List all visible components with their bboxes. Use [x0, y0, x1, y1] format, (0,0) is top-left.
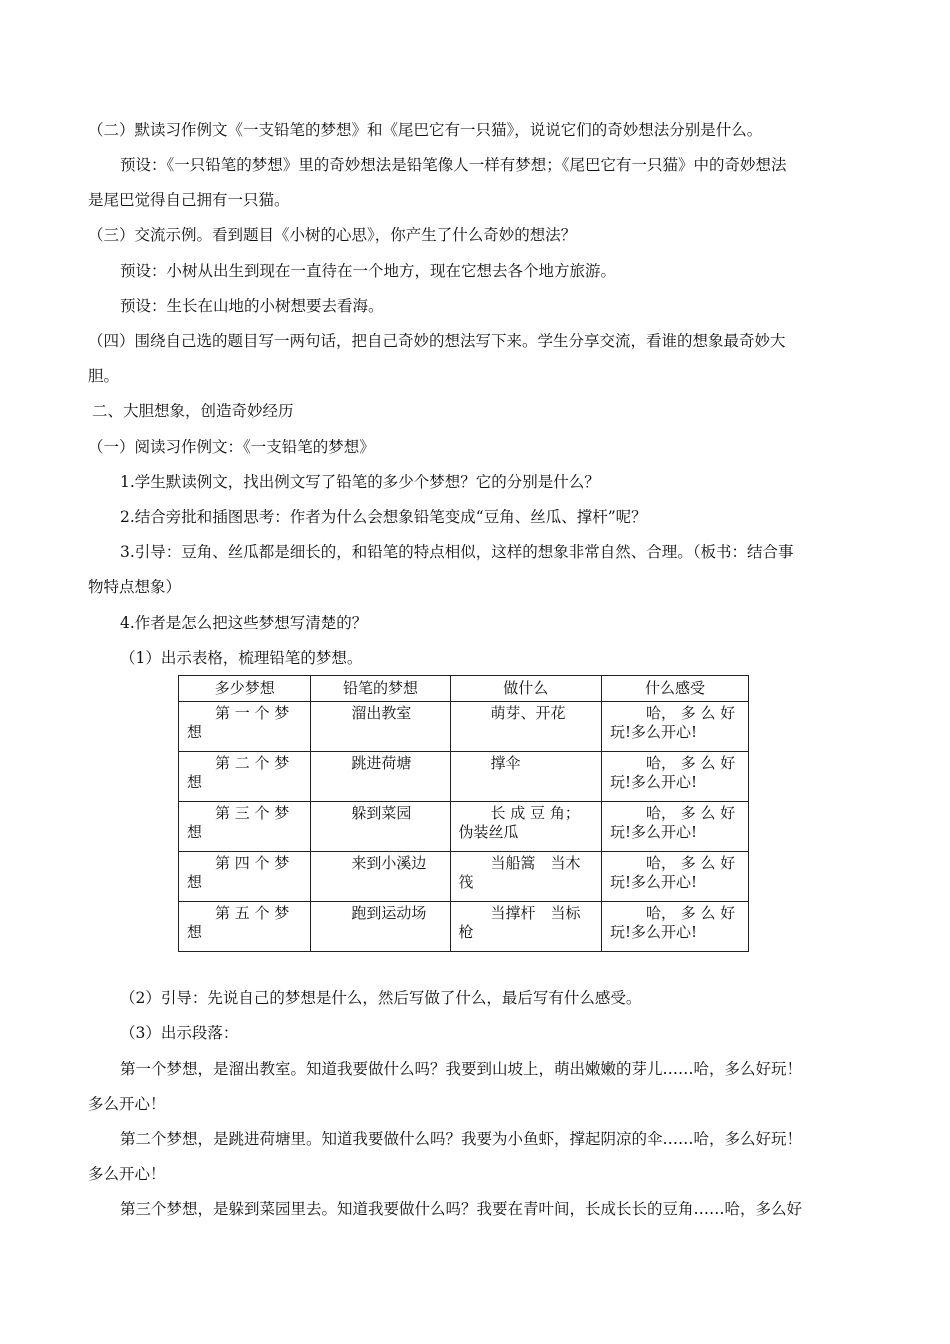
paragraph: （3）出示段落：: [120, 1024, 239, 1042]
paragraph: 是尾巴觉得自己拥有一只猫。: [88, 191, 290, 209]
paragraph: 3.引导：豆角、丝瓜都是细长的，和铅笔的特点相似，这样的想象非常自然、合理。（板书：结合事: [120, 543, 794, 561]
table-header-row: [179, 676, 749, 702]
paragraph: 第二个梦想，是跳进荷塘里。知道我要做什么吗？我要为小鱼虾，撑起阴凉的伞……哈，多么好玩！: [120, 1130, 803, 1148]
dream-count-cell: 第 三 个 梦 想: [179, 802, 311, 852]
paragraph: 第一个梦想，是溜出教室。知道我要做什么吗？我要到山坡上，萌出嫩嫩的芽儿……哈，多么好玩！: [120, 1060, 803, 1078]
paragraph: 胆。: [88, 367, 120, 385]
paragraph: （三）交流示例。看到题目《小树的心思》，你产生了什么奇妙的想法？: [88, 226, 577, 244]
dream-count-cell: 第 一 个 梦 想: [179, 702, 311, 752]
paragraph: 预设：小树从出生到现在一直待在一个地方，现在它想去各个地方旅游。: [120, 262, 617, 280]
paragraph: （二）默读习作例文《一支铅笔的梦想》和《尾巴它有一只猫》，说说它们的奇妙想法分别是什么。: [88, 121, 763, 139]
table-header-cell: 铅笔的梦想: [311, 676, 450, 702]
feeling-cell: 哈， 多 么 好 玩!多么开心!: [601, 802, 748, 852]
dream-count-cell: 第 二 个 梦 想: [179, 752, 311, 802]
feeling-cell: 哈， 多 么 好 玩!多么开心!: [601, 852, 748, 902]
action-cell: 当撑杆 当标 枪: [450, 902, 601, 952]
paragraph: 多么开心！: [88, 1095, 166, 1113]
feeling-cell: 哈， 多 么 好 玩!多么开心!: [601, 902, 748, 952]
table-header-cell: 多少梦想: [179, 676, 311, 702]
feeling-cell: 哈， 多 么 好 玩!多么开心!: [601, 752, 748, 802]
paragraph: 多么开心！: [88, 1165, 166, 1183]
dream-cell: 躲到菜园: [311, 802, 450, 852]
paragraph: 2.结合旁批和插图思考：作者为什么会想象铅笔变成“豆角、丝瓜、撑杆”呢？: [120, 508, 647, 526]
dream-cell: 溜出教室: [311, 702, 450, 752]
dream-count-cell: 第 五 个 梦 想: [179, 902, 311, 952]
paragraph: 预设：《一只铅笔的梦想》里的奇妙想法是铅笔像人一样有梦想；《尾巴它有一只猫》中的奇妙想法: [120, 156, 787, 174]
pencil-dream-table: [178, 675, 749, 952]
paragraph: 1.学生默读例文，找出例文写了铅笔的多少个梦想？它的分别是什么？: [120, 473, 600, 491]
feeling-cell: 哈， 多 么 好 玩!多么开心!: [601, 702, 748, 752]
table-row: [179, 752, 749, 802]
paragraph: （1）出示表格，梳理铅笔的梦想。: [120, 649, 363, 667]
paragraph: （四）围绕自己选的题目写一两句话，把自己奇妙的想法写下来。学生分享交流，看谁的想象最奇妙大: [88, 332, 786, 350]
table-row: [179, 702, 749, 752]
dream-count-cell: 第 四 个 梦 想: [179, 852, 311, 902]
dream-cell: 来到小溪边: [311, 852, 450, 902]
paragraph: （2）引导：先说自己的梦想是什么，然后写做了什么，最后写有什么感受。: [120, 989, 642, 1007]
table-row: [179, 902, 749, 952]
paragraph: （一）阅读习作例文：《一支铅笔的梦想》: [88, 438, 375, 456]
dream-cell: 跑到运动场: [311, 902, 450, 952]
action-cell: 撑伞: [450, 752, 601, 802]
table-header-cell: 做什么: [450, 676, 601, 702]
paragraph: 第三个梦想，是躲到菜园里去。知道我要做什么吗？我要在青叶间，长成长长的豆角……哈，多么好: [120, 1200, 803, 1218]
action-cell: 长 成 豆 角； 伪装丝瓜: [450, 802, 601, 852]
paragraph: 预设：生长在山地的小树想要去看海。: [120, 297, 384, 315]
action-cell: 萌芽、开花: [450, 702, 601, 752]
table-header-cell: 什么感受: [601, 676, 748, 702]
dream-cell: 跳进荷塘: [311, 752, 450, 802]
paragraph: 物特点想象）: [88, 578, 182, 596]
action-cell: 当船篙 当木 筏: [450, 852, 601, 902]
table-row: [179, 802, 749, 852]
section-heading: 二、大胆想象，创造奇妙经历: [92, 402, 294, 420]
paragraph: 4.作者是怎么把这些梦想写清楚的？: [120, 614, 368, 632]
table-row: [179, 852, 749, 902]
